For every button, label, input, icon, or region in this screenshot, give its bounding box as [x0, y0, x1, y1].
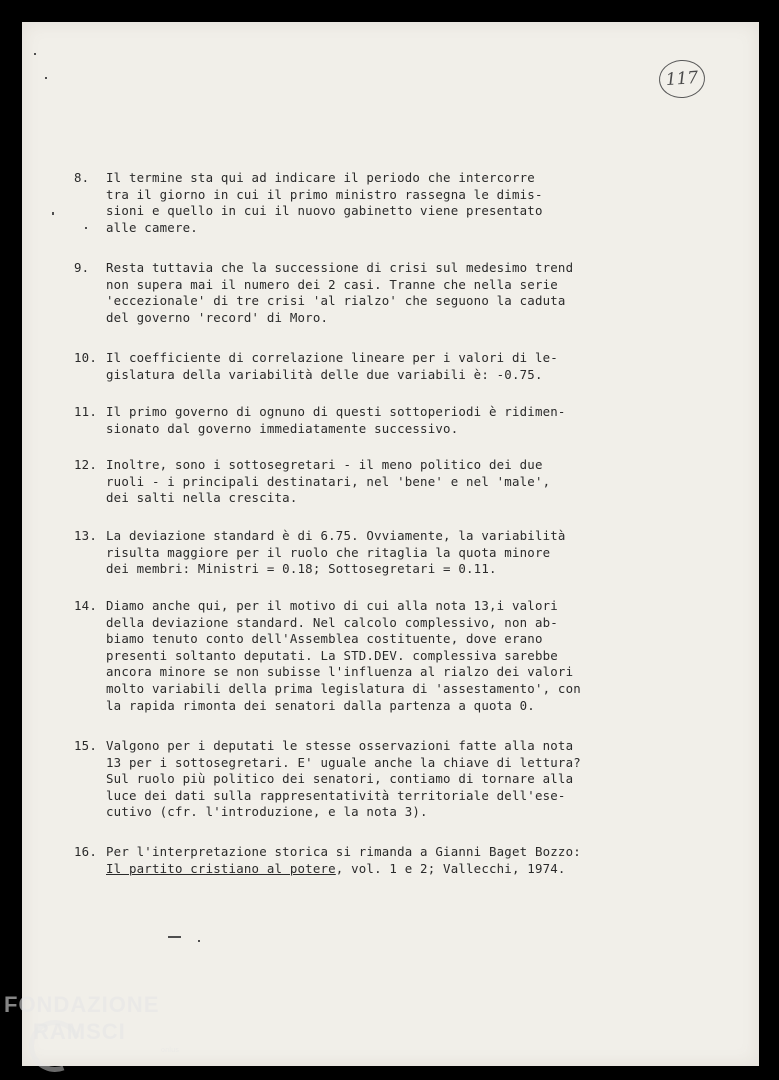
note-text-line: la rapida rimonta dei senatori dalla partenza a quota 0. [106, 697, 535, 713]
note-text-line: biamo tenuto conto dell'Assemblea costituente, dove erano [106, 631, 543, 647]
note-text-line: dei membri: Ministri = 0.18; Sottosegretari = 0.11. [106, 561, 497, 577]
note-text-line: tra il giorno in cui il primo ministro rassegna le dimis- [106, 186, 543, 202]
footnote-15 [74, 738, 594, 821]
footnote-9 [74, 260, 594, 326]
note-text-line: presenti soltanto deputati. La STD.DEV. complessiva sarebbe [106, 647, 558, 663]
note-text-line: Il primo governo di ognuno di questi sottoperiodi è ridimen- [106, 404, 566, 419]
note-text-line: alle camere. [106, 219, 198, 235]
note-text-line: ruoli - i principali destinatari, nel 'bene' e nel 'male', [106, 473, 551, 489]
footnote-number: 11. [74, 404, 97, 419]
note-text-line: ancora minore se non subisse l'influenza al rialzo dei valori [106, 664, 574, 680]
note-text-line: del governo 'record' di Moro. [106, 309, 329, 325]
footnote-number: 8. [74, 170, 90, 185]
footnote-8 [74, 170, 594, 236]
footnote-number: 9. [74, 260, 90, 275]
footnote-14 [74, 598, 594, 714]
footnote-number: 16. [74, 844, 97, 859]
note-text-line: 13 per i sottosegretari. E' uguale anche la chiave di lettura? [106, 754, 581, 770]
note-text-line: cutivo (cfr. l'introduzione, e la nota 3). [106, 804, 428, 820]
ink-dot-mark [198, 940, 200, 942]
note-text-line: Sul ruolo più politico dei senatori, contiamo di tornare alla [106, 771, 574, 787]
footnote-number: 12. [74, 457, 97, 472]
note-text-line: molto variabili della prima legislatura di 'assestamento', con [106, 680, 581, 696]
footnote-number: 10. [74, 350, 97, 365]
note-text-line: La deviazione standard è di 6.75. Ovviamente, la variabilità [106, 528, 566, 543]
page-number: 117 [658, 58, 707, 99]
note-text-line: gislatura della variabilità delle due variabili è: -0.75. [106, 366, 543, 382]
footnote-number: 14. [74, 598, 97, 613]
ink-dash-mark [168, 936, 181, 938]
margin-dot-mark [52, 212, 54, 215]
note-text-line: luce dei dati sulla rappresentatività territoriale dell'ese- [106, 787, 566, 803]
note-text-line: Diamo anche qui, per il motivo di cui alla nota 13,i valori [106, 598, 558, 613]
small-dot-mark [45, 77, 47, 79]
footnote-16 [74, 844, 594, 877]
note-text-line: Il coefficiente di correlazione lineare per i valori di le- [106, 350, 558, 365]
note-text-line: sioni e quello in cui il nuovo gabinetto viene presentato [106, 203, 543, 219]
note-text-line: risulta maggiore per il ruolo che ritaglia la quota minore [106, 544, 551, 560]
note-text-line: dei salti nella crescita. [106, 490, 298, 506]
note-text-line: della deviazione standard. Nel calcolo complessivo, non ab- [106, 614, 558, 630]
watermark-suffix: onlus [161, 1047, 180, 1054]
note-text-line: Inoltre, sono i sottosegretari - il meno politico dei due [106, 457, 543, 472]
note-text-line [74, 861, 594, 878]
citation-details: , vol. 1 e 2; Vallecchi, 1974. [335, 860, 566, 876]
note-text-line: Per l'interpretazione storica si rimanda a Gianni Baget Bozzo: [106, 844, 581, 859]
book-title: Il partito cristiano al potere [106, 860, 336, 876]
footnote-number: 13. [74, 528, 97, 543]
note-text-line: non supera mai il numero dei 2 casi. Tranne che nella serie [106, 276, 558, 292]
note-text-line: Resta tuttavia che la successione di crisi sul medesimo trend [106, 260, 574, 275]
note-text-line: sionato dal governo immediatamente successivo. [106, 420, 459, 436]
note-text-line: 'eccezionale' di tre crisi 'al rialzo' che seguono la caduta [106, 293, 566, 309]
watermark-first-line: FONDAZIONE [4, 992, 160, 1017]
footnote-number: 15. [74, 738, 97, 753]
watermark-second-line: RAMSCI [33, 1019, 126, 1044]
footnote-11 [74, 404, 594, 437]
note-text-line: Il termine sta qui ad indicare il periodo che intercorre [106, 170, 535, 185]
footnote-12 [74, 457, 594, 507]
document-page [22, 22, 759, 1066]
footnote-13 [74, 528, 594, 578]
fondazione-gramsci-watermark [4, 992, 194, 1076]
small-dot-mark [34, 53, 36, 55]
note-text-line: Valgono per i deputati le stesse osservazioni fatte alla nota [106, 738, 574, 753]
footnote-10 [74, 350, 594, 383]
